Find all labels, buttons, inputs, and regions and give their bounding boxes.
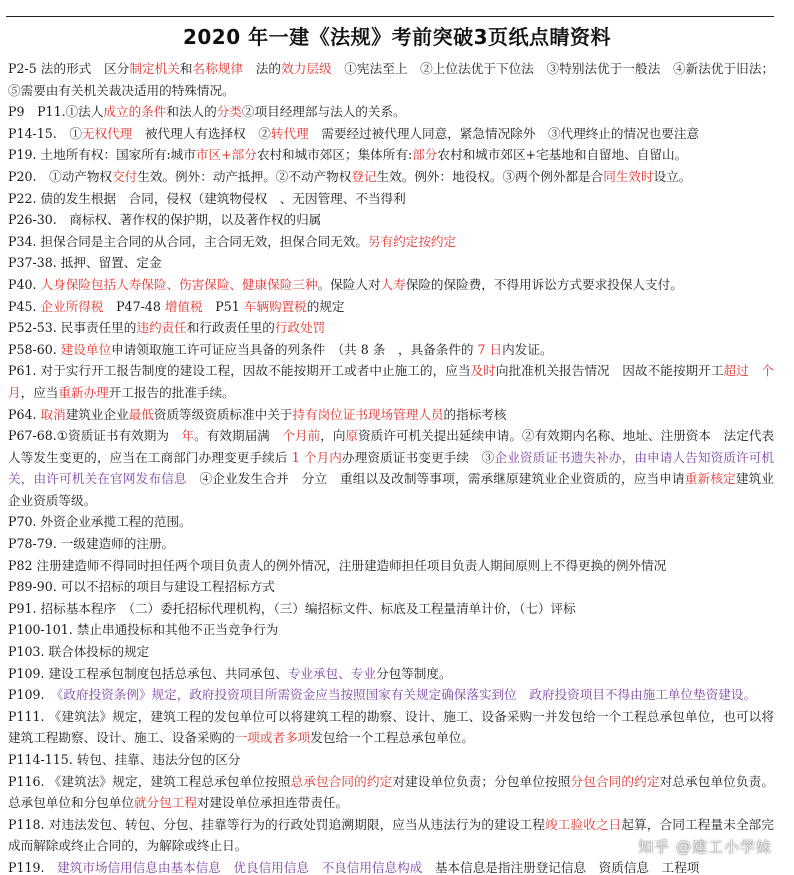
text-line [8,252,774,274]
text-segment: 对总承包单位负责。总承包单位和分包单位 [8,773,775,811]
text-line [8,706,774,749]
text-segment: 对建设单位负责；分包单位按照 [392,773,571,789]
highlighted-text: 个月 [8,363,775,400]
text-line [8,576,774,598]
text-line [8,749,774,771]
text-segment: 和 [179,61,193,76]
highlighted-text: 人寿 [380,276,406,292]
text-line [8,209,774,231]
highlighted-text: 名称规律 [192,61,244,76]
text-line [8,296,774,318]
document-body [8,58,774,875]
text-line [8,598,774,620]
highlighted-text: 年 [181,428,195,444]
text-segment: P45. [8,298,41,314]
text-segment: P100-101. 禁止串通投标和其他不正当竞争行为 [8,622,279,638]
text-line [8,188,774,210]
highlighted-text: 人身保险包括人寿保险、伤害保险、健康保险三种 [40,276,318,292]
text-segment: 法的 [243,61,282,76]
text-segment: P91. 招标基本程序 （二）委托招标代理机构，（三）编招标文件、标底及工程量清单计价，（七）评标 [8,600,576,616]
text-segment: 农村和城市郊区；集体所有: [256,147,413,163]
text-segment: P103. 联合体投标的规定 [8,644,150,660]
text-segment: P47-48 [103,298,165,314]
text-segment: P78-79. 一级建造师的注册。 [8,536,175,552]
text-segment: 。保险人对 [317,276,381,292]
text-segment: P22. 债的发生根据 合同，侵权（建筑物侵权 、无因管理、不当得利 [8,190,406,206]
text-line [8,771,774,814]
highlighted-text: 交付 [112,168,138,184]
text-segment: P37-38. 抵押、留置、定金 [8,255,162,271]
highlighted-text: 就分包工程 [133,795,197,811]
highlighted-text: 1 个月内 [291,449,342,465]
text-segment: 保险的保险费，不得用诉讼方式要求投保人支付。 [405,276,683,292]
text-line [8,231,774,253]
text-segment: 资质许可机关提出延续申请。②有效期内名称、地址、注册资本 法定代表人等发生变更的，应当在工商部门办理变更手续后 [8,428,775,465]
highlighted-text: 违约责任 [136,320,187,336]
highlighted-text: 个月前 [282,428,321,444]
highlighted-text: 效力层级 [281,61,332,76]
text-segment: 生效。例外：动产抵押。②不动产物权 [137,168,352,184]
highlighted-text: 取消 [40,406,66,422]
text-segment: 资质等级资质标准中关于 [153,406,293,422]
highlighted-text: 原 [345,428,359,444]
highlighted-text: 重新核定 [684,471,736,487]
text-segment: 和法人的 [166,104,217,120]
highlighted-text: 企业资质证书遗失补办，由申请人告知资质许可机关，由许可机关在官网发布信息 [8,449,775,487]
text-line [8,533,774,555]
text-line [8,123,774,145]
highlighted-text: 及时 [470,363,496,379]
highlighted-text: 持有岗位证书现场管理人员 [292,406,444,422]
highlighted-text: 重新办理 [58,384,109,400]
text-segment: ，应当 [20,384,59,400]
text-segment: P119. [8,859,58,875]
text-segment: 起算，合同工程量未全部完成而解除或终止合同的，为解除或终止日。 [8,816,775,854]
text-segment: P61. 对于实行开工报告制度的建设工程，因故不能按期开工或者中止施工的，应当 [8,363,471,379]
highlighted-text: 部分 [412,147,438,163]
text-line [8,404,774,426]
text-segment: P26-30. 商标权、著作权的保护期，以及著作权的归属 [8,212,322,228]
text-line [8,317,774,339]
text-segment: P109. 建设工程承包制度包括总承包、共同承包、 [8,665,288,681]
text-line [8,425,774,511]
text-segment: 农村和城市郊区+宅基地和自留地、自留山。 [437,147,688,163]
text-segment: P20. ①动产物权 [8,168,113,184]
text-segment: P14-15. ① [8,125,82,141]
text-segment: P19. 土地所有权：国家所有:城市 [8,147,196,163]
text-segment: P9 P11.①法人 [8,104,104,120]
text-line [8,101,774,123]
text-line [8,555,774,577]
text-segment: 分包等制度。 [375,665,452,681]
text-segment: P109. [8,687,58,703]
text-segment: P2-5 法的形式 区分 [8,61,130,76]
text-segment: 建筑业企业 [65,406,129,422]
text-segment: 被代理人有选择权 ② [132,125,271,141]
highlighted-text: 建筑市场信用信息由基本信息 优良信用信息 不良信用信息构成 [57,859,423,875]
text-line [8,857,774,875]
text-segment: 申请领取施工许可证应当具备的列条件 （共 8 条 ，具备条件的 [111,341,478,357]
highlighted-text: 另有约定按约定 [367,233,457,249]
text-line [8,144,774,166]
text-segment: 设立。 [653,168,692,184]
highlighted-text: 7 日 [477,341,503,357]
highlighted-text: 《政府投资条例》规定，政府投资项目所需资金应当按照国家有关规定确保落实到位 政府投资项目不得由施工单位垫资建设。 [57,687,757,703]
text-segment: 需要经过被代理人同意，紧急情况除外 ③代理终止的情况也要注意 [308,125,700,141]
text-segment: P116. 《建筑法》规定，建筑工程总承包单位按照 [8,773,291,789]
text-segment: ②项目经理部与法人的关系。 [241,104,406,120]
page-title: 2020 年一建《法规》考前突破3页纸点睛资料 [182,25,612,49]
watermark: 知乎 @建工小学妹 [634,836,776,857]
highlighted-text: 企业所得税 [40,298,104,314]
text-line [8,274,774,296]
text-segment: 和行政责任里的 [186,320,275,336]
highlighted-text: 超过 [723,363,749,379]
text-segment: P52-53. 民事责任里的 [8,320,137,336]
highlighted-text: 市区+部分 [195,147,257,163]
text-segment: P114-115. 转包、挂靠、违法分包的区分 [8,752,241,767]
text-line [8,684,774,706]
text-segment: P34. 担保合同是主合同的从合同，主合同无效，担保合同无效。 [8,233,368,249]
text-segment: 开工报告的批准手续。 [108,384,235,400]
highlighted-text: 建设单位 [60,341,112,357]
highlighted-text: 竣工验收之日 [545,816,622,832]
highlighted-text: 专业承包、专业 [287,665,376,681]
highlighted-text: 一项或者多项 [234,730,311,746]
text-segment: P70. 外资企业承揽工程的范围。 [8,514,192,530]
text-segment: 建筑业企业资质等级。 [8,471,775,508]
text-segment: 向批准机关报告情况 因故不能按期开工 [495,363,724,379]
text-line [8,641,774,663]
text-segment: ①宪法至上 ②上位法优于下位法 ③特别法优于一般法 ④新法优于旧法；⑤需要由有关机关裁决适用的特殊情况。 [8,61,775,98]
highlighted-text: 转代理 [270,125,309,141]
text-segment: P89-90. 可以不招标的项目与建设工程招标方式 [8,579,275,595]
text-segment [749,363,762,378]
text-segment: ④企业发生合并 分立 重组以及改制等事项，需承继原建筑业企业资质的，应当申请 [186,471,685,487]
text-line [8,166,774,188]
text-line [8,619,774,641]
text-segment: P111. 《建筑法》规定，建筑工程的发包单位可以将建筑工程的勘察、设计、施工、设备采购一并发包给一个工程总承包单位，也可以将建筑工程勘察、设计、施工、设备采购的 [8,708,774,746]
highlighted-text: 制定机关 [129,61,180,76]
text-segment: P118. 对违法发包、转包、分包、挂靠等行为的行政处罚追溯期限，应当从违法行为的建设工程 [8,816,546,832]
text-line [8,663,774,685]
text-segment: 的规定 [306,298,345,314]
highlighted-text: 车辆购置税 [243,298,307,314]
text-segment: 的指标考核 [443,406,507,422]
text-segment: P64. [8,406,41,422]
text-segment: 生效。例外：地役权。③两个例外都是合 [376,168,604,184]
text-segment: 对建设单位承担连带责任。 [196,795,349,811]
text-line [8,360,774,403]
highlighted-text: 登记 [351,168,377,184]
highlighted-text: 总承包合同的约定 [290,773,393,789]
highlighted-text: 行政处罚 [274,320,326,336]
text-line [8,339,774,361]
top-rule [6,16,774,17]
text-segment: 内发证。 [502,341,553,357]
text-segment: P82 注册建造师不得同时担任两个项目负责人的例外情况，注册建造师担任项目负责人期间原则上不得更换的例外情况 [8,557,667,573]
highlighted-text: 无权代理 [81,125,133,141]
highlighted-text: 分类 [216,104,242,120]
highlighted-text: 成立的条件 [103,104,167,120]
text-segment: P40. [8,276,41,292]
text-segment: ，向 [320,428,346,444]
text-segment: 办理资质证书变更手续 ③ [342,449,495,465]
highlighted-text: 增值税 [164,298,203,314]
text-segment: P51 [202,298,244,314]
text-segment: 发包给一个工程总承包单位。 [310,730,474,746]
highlighted-text: 最低 [128,406,154,422]
text-segment: P58-60. [8,341,61,357]
text-line [8,58,774,101]
highlighted-text: 同生效时 [603,168,654,184]
highlighted-text: 分包合同的约定 [570,773,660,789]
text-segment: 基本信息是指注册登记信息 资质信息 工程项 [422,859,700,875]
text-segment: P67-68.①资质证书有效期为 [8,428,182,444]
text-segment: 。有效期届满 [194,428,283,444]
text-line [8,511,774,533]
